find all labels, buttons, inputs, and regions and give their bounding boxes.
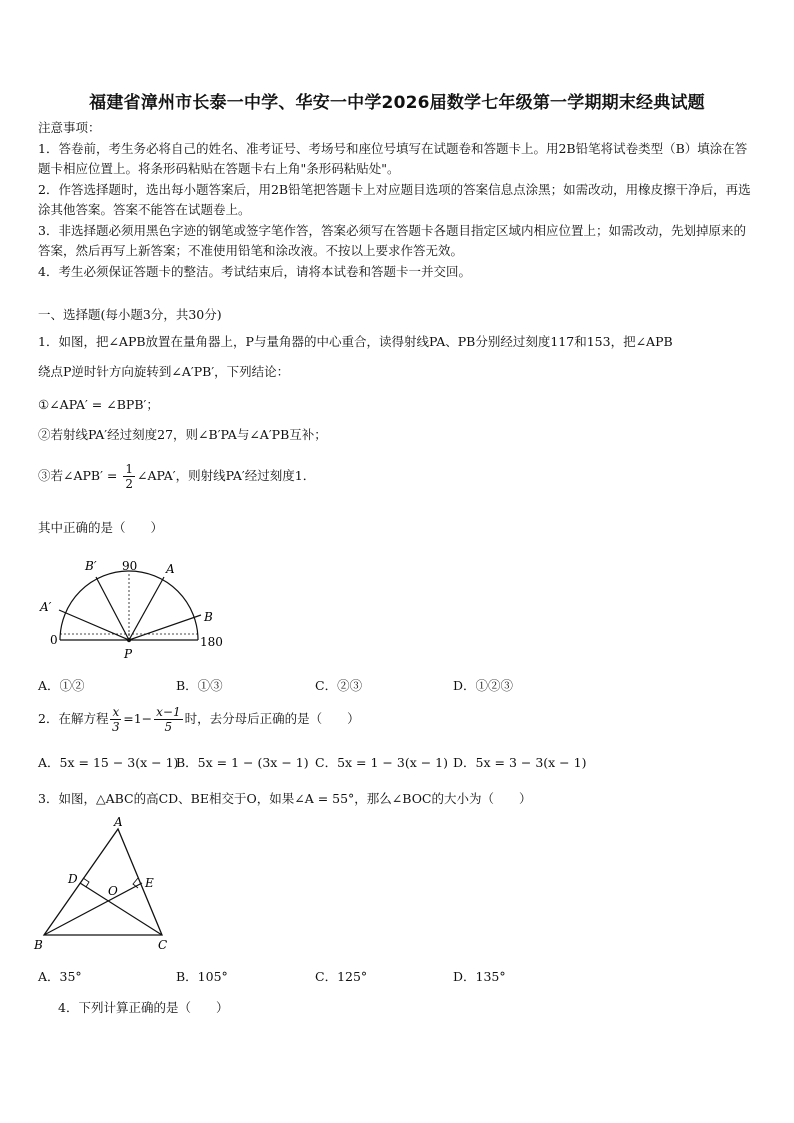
- ray-pb: [129, 615, 201, 640]
- note-item-3: 3．非选择题必须用黑色字迹的钢笔或签字笔作答，答案必须写在答题卡各题目指定区域内相应位置上；如需改动，先划掉原来的答案，然后再写上新答案；不准使用铅笔和涂改液。不按以上要求作答无效。: [38, 222, 746, 258]
- q2-option-d: D．5x = 3 − 3(x − 1): [453, 755, 587, 770]
- label-e: E: [145, 876, 154, 890]
- label-b-prime: B′: [85, 559, 97, 573]
- q4-stem: 4．下列计算正确的是（ ）: [58, 1000, 229, 1015]
- q3-option-c: C．125°: [315, 969, 368, 984]
- q2-suffix: 时，去分母后正确的是（ ）: [184, 711, 360, 726]
- label-c: C: [158, 938, 168, 952]
- q3-options: [38, 967, 778, 987]
- q1-options: [38, 676, 778, 696]
- q2-fraction-1: [110, 705, 121, 734]
- triangle-figure: [30, 815, 190, 955]
- q1-statement-2: ②若射线PA′经过刻度27，则∠B′PA与∠A′PB互补；: [38, 427, 327, 442]
- q1-statement-1: ①∠APA′ = ∠BPB′；: [38, 397, 159, 412]
- ray-pa-prime: [59, 610, 129, 640]
- exam-title: 福建省漳州市长泰一中学、华安一中学2026届数学七年级第一学期期末经典试题: [89, 93, 705, 113]
- right-angle-mark-e: [133, 878, 138, 888]
- q1-s3-numerator: 1: [125, 462, 133, 476]
- q3-stem: 3．如图，△ABC的高CD、BE相交于O，如果∠A = 55°，那么∠BOC的大小为（ ）: [38, 791, 532, 806]
- label-p: P: [124, 647, 133, 661]
- q2-prefix: 2．在解方程: [38, 711, 109, 726]
- q2-middle: =1−: [123, 711, 153, 726]
- label-180: 180: [200, 635, 223, 649]
- q1-option-a: A．①②: [38, 678, 85, 693]
- q3-option-d: D．135°: [453, 969, 506, 984]
- q2-f1-numerator: x: [112, 705, 120, 719]
- note-item-1: 1．答卷前，考生务必将自己的姓名、准考证号、考场号和座位号填写在试题卷和答题卡上。用2B铅笔将试卷类型（B）填涂在答题卡相应位置上。将条形码粘贴在答题卡右上角"条形码粘贴处"。: [38, 140, 748, 176]
- label-d: D: [68, 872, 78, 886]
- q2-option-b: B．5x = 1 − (3x − 1): [176, 755, 309, 770]
- label-a: A: [114, 815, 123, 829]
- label-a: A: [166, 562, 175, 576]
- note-item-4: 4．考生必须保证答题卡的整洁。考试结束后，请将本试卷和答题卡一并交回。: [38, 263, 471, 279]
- q2-stem: [38, 705, 758, 734]
- label-b: B: [204, 610, 213, 624]
- notes-heading: 注意事项：: [38, 120, 101, 135]
- ray-pb-prime: [96, 577, 129, 640]
- q1-s3-suffix: ∠APA′，则射线PA′经过刻度1．: [137, 468, 316, 483]
- ray-pa: [129, 577, 164, 640]
- q1-s3-prefix: ③若∠APB′ =: [38, 468, 122, 483]
- section-heading: 一、选择题(每小题3分，共30分): [38, 307, 222, 322]
- label-o: O: [108, 884, 118, 898]
- q1-option-d: D．①②③: [453, 678, 514, 693]
- protractor-arc: [60, 571, 198, 640]
- label-b: B: [34, 938, 43, 952]
- q2-fraction-2: [154, 705, 182, 734]
- q3-option-b: B．105°: [176, 969, 228, 984]
- q2-f2-numerator: x−1: [156, 705, 181, 719]
- notes-block: [38, 118, 758, 282]
- note-item-2: 2．作答选择题时，选出每小题答案后，用2B铅笔把答题卡上对应题目选项的答案信息点涂黑；如需改动，用橡皮擦干净后，再选涂其他答案。答案不能答在试题卷上。: [38, 181, 751, 217]
- q2-option-a: A．5x = 15 − 3(x − 1): [38, 755, 179, 770]
- label-a-prime: A′: [40, 600, 52, 614]
- q1-s3-denominator: 2: [125, 477, 133, 491]
- label-90: 90: [122, 559, 138, 573]
- q2-options: [38, 753, 778, 773]
- label-0: 0: [50, 633, 58, 647]
- q1-stem-line1: 1．如图，把∠APB放置在量角器上，P与量角器的中心重合，读得射线PA、PB分别经过刻度117和153，把∠APB: [38, 334, 673, 349]
- q2-option-c: C．5x = 1 − 3(x − 1): [315, 755, 448, 770]
- q2-f2-denominator: 5: [164, 720, 173, 734]
- q1-statement-3: [38, 462, 758, 491]
- q3-option-a: A．35°: [38, 969, 82, 984]
- q1-option-b: B．①③: [176, 678, 223, 693]
- protractor-figure: [30, 555, 230, 665]
- q1-s3-fraction: [123, 462, 135, 491]
- q1-option-c: C．②③: [315, 678, 363, 693]
- q2-f1-denominator: 3: [112, 720, 120, 734]
- q1-ask: 其中正确的是（ ）: [38, 520, 164, 535]
- q1-stem-line2: 绕点P逆时针方向旋转到∠A′PB′，下列结论：: [38, 364, 290, 379]
- center-point-p: [127, 638, 131, 642]
